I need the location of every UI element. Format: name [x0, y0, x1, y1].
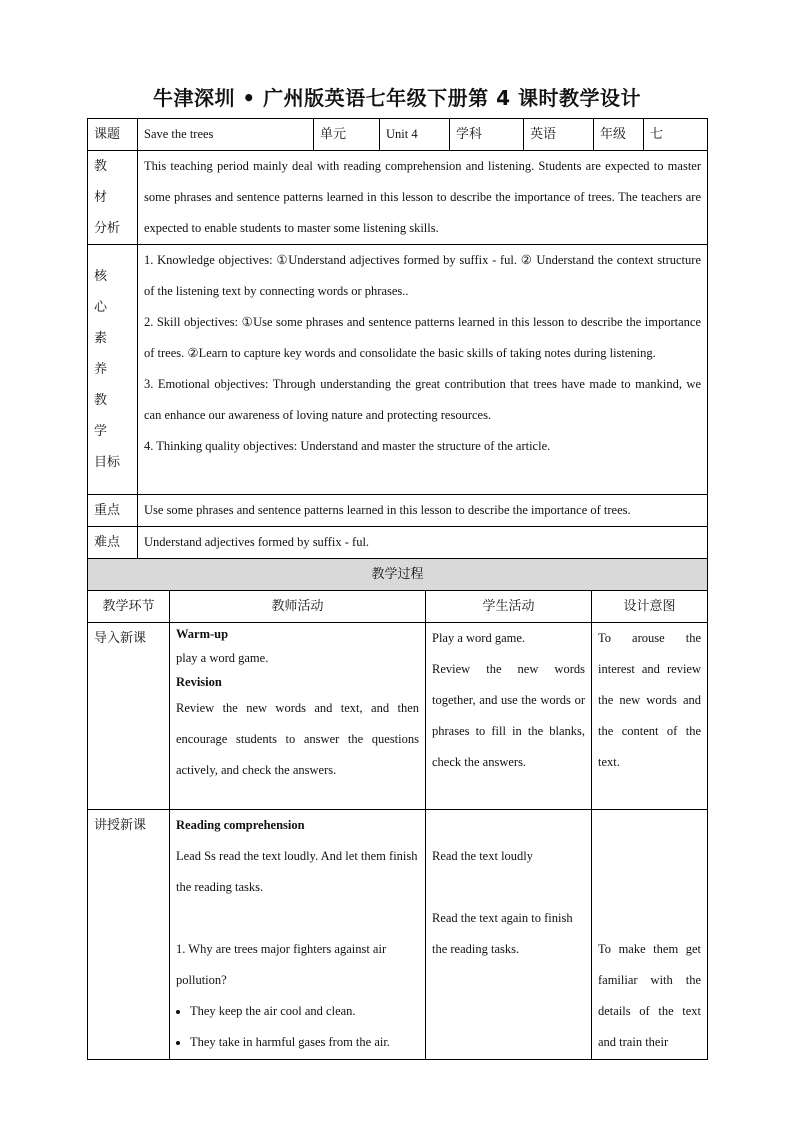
warmup-heading: Warm-up — [176, 627, 229, 641]
lead-in-student-line2: Review the new words together, and use the words or phrases to fill in the blanks, check the answers. — [432, 662, 585, 769]
subject-value: 英语 — [524, 119, 594, 151]
topic-label: 课题 — [88, 119, 138, 151]
lead-in-teacher — [170, 623, 426, 810]
process-table — [87, 558, 708, 1060]
lead-in-stage: 导入新课 — [88, 623, 170, 810]
list-item: • They keep the air cool and clean. — [190, 996, 419, 1027]
revision-heading: Revision — [176, 675, 222, 689]
objectives-label-line4: 目标 — [94, 455, 121, 470]
new-lesson-stage: 讲授新课 — [88, 810, 170, 1060]
new-lesson-student — [426, 810, 592, 1060]
key-point-text: Use some phrases and sentence patterns learned in this lesson to describe the importance of trees. — [138, 495, 708, 527]
answer-list — [176, 996, 419, 1058]
objectives-label-line3: 教 学 — [94, 393, 116, 439]
revision-text: Review the new words and text, and then encourage students to answer the questions actively, and check the answers. — [176, 701, 419, 777]
difficulty-text: Understand adjectives formed by suffix - ful. — [138, 527, 708, 559]
objective-item: 1. Knowledge objectives: ①Understand adjectives formed by suffix - ful. ② Understand the context structure of the listening text by connecting words or phrases.. — [144, 253, 701, 298]
unit-value: Unit 4 — [380, 119, 450, 151]
spacer — [176, 903, 419, 934]
reading-heading: Reading comprehension — [176, 818, 305, 832]
list-item: • They take in harmful gases from the air. — [190, 1027, 419, 1058]
lead-in-intent: To arouse the interest and review the new words and the content of the text. — [592, 623, 708, 810]
objectives-label-line2: 素 养 — [94, 331, 116, 377]
key-point-label: 重点 — [88, 495, 138, 527]
lead-in-student — [426, 623, 592, 810]
difficulty-label: 难点 — [88, 527, 138, 559]
new-lesson-intent-text: To make them get familiar with the details of the text and train their — [598, 942, 702, 1049]
page-title: 牛津深圳 • 广州版英语七年级下册第 4 课时教学设计 — [152, 86, 642, 110]
new-lesson-teacher — [170, 810, 426, 1060]
reading-text: Lead Ss read the text loudly. And let them finish the reading tasks. — [176, 849, 418, 894]
objectives-label — [88, 245, 138, 495]
objective-item: 3. Emotional objectives: Through understanding the great contribution that trees have made to mankind, we can enhance our awareness of loving nature and protecting resources. — [144, 377, 701, 422]
col-student: 学生活动 — [426, 591, 592, 623]
grade-label: 年级 — [594, 119, 644, 151]
col-stage: 教学环节 — [88, 591, 170, 623]
objective-item: 2. Skill objectives: ①Use some phrases and sentence patterns learned in this lesson to describe the importance of trees. ②Learn to capture key words and consolidate the basic skills of taking notes during listening. — [144, 315, 701, 360]
new-lesson-intent — [592, 810, 708, 1060]
reading-question: 1. Why are trees major fighters against air pollution? — [176, 942, 387, 987]
objectives-text — [138, 245, 708, 495]
new-lesson-student-line2: Read the text again to finish the reading tasks. — [432, 911, 573, 956]
analysis-label-line1: 教 材 — [94, 159, 116, 205]
analysis-label-line2: 分析 — [94, 221, 121, 236]
col-teacher: 教师活动 — [170, 591, 426, 623]
col-intent: 设计意图 — [592, 591, 708, 623]
warmup-text: play a word game. — [176, 651, 269, 665]
process-header: 教学过程 — [88, 559, 708, 591]
analysis-label — [88, 151, 138, 245]
lesson-info-table — [87, 118, 708, 559]
unit-label: 单元 — [314, 119, 380, 151]
grade-value: 七 — [644, 119, 708, 151]
subject-label: 学科 — [450, 119, 524, 151]
objective-item: 4. Thinking quality objectives: Understand and master the structure of the article. — [144, 439, 551, 453]
objectives-label-line1: 核 心 — [94, 269, 116, 315]
topic-value: Save the trees — [138, 119, 314, 151]
new-lesson-student-line1: Read the text loudly — [432, 849, 534, 863]
analysis-text: This teaching period mainly deal with reading comprehension and listening. Students are expected to master some phrases and sentence patterns learned in this lesson to describe the importance of trees. The teachers are expected to enable students to master some listening skills. — [138, 151, 708, 245]
lead-in-student-line1: Play a word game. — [432, 631, 526, 645]
